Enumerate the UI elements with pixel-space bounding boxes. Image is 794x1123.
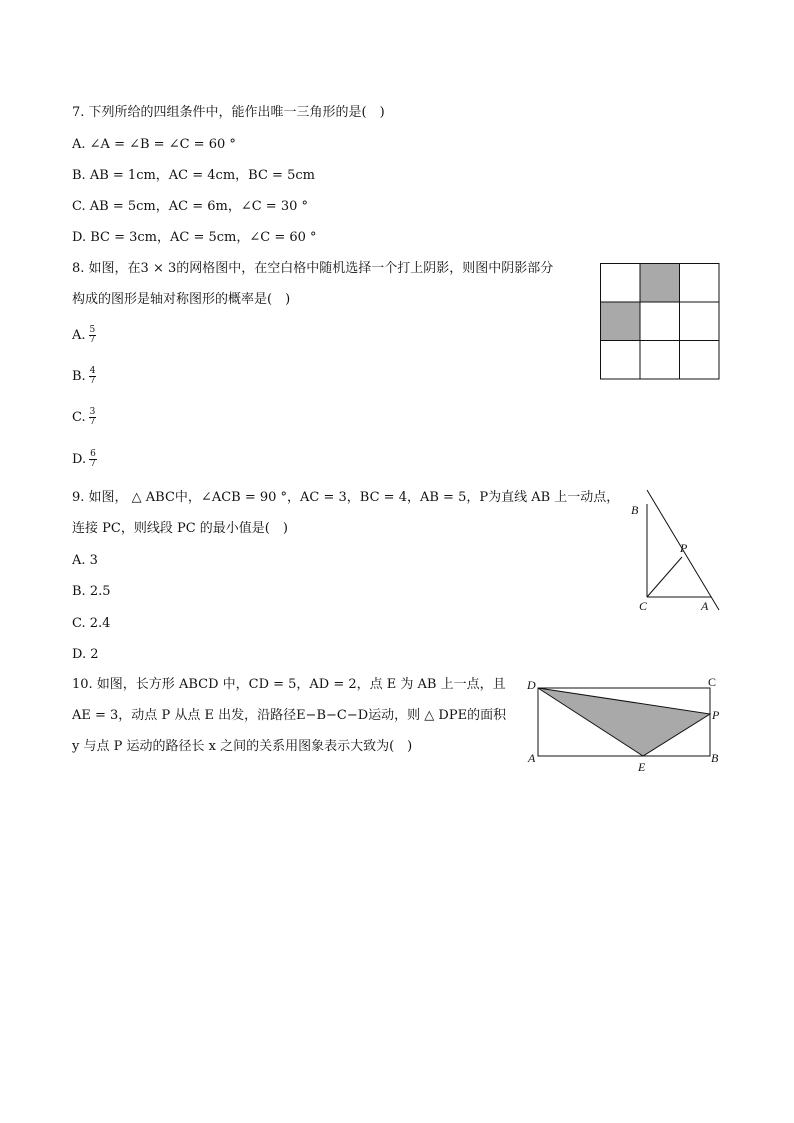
q9-stem-line2: 连接 PC，则线段 PC 的最小值是( ) xyxy=(72,521,288,536)
label-e: E xyxy=(638,760,646,774)
q8-option-c xyxy=(72,408,96,427)
fraction xyxy=(89,408,97,427)
option-letter: B. xyxy=(72,369,86,384)
segment-pc xyxy=(647,557,682,597)
label-c: C xyxy=(708,675,717,689)
q7-option-b: B. AB = 1cm，AC = 4cm，BC = 5cm xyxy=(72,168,315,183)
grid-cell xyxy=(680,341,720,380)
label-p: P xyxy=(680,541,688,555)
q10-stem-line1: 10. 如图，长方形 ABCD 中，CD = 5，AD = 2，点 E 为 AB 上一点，且 xyxy=(72,677,506,692)
fraction-numerator: 5 xyxy=(89,325,96,335)
q7-stem: 7. 下列所给的四组条件中，能作出唯一三角形的是( ) xyxy=(72,105,385,120)
grid-cell xyxy=(680,264,720,303)
q9-option-c: C. 2.4 xyxy=(72,616,111,631)
fraction-denominator: 7 xyxy=(89,376,96,386)
label-d: D xyxy=(527,678,536,692)
q7-option-a: A. ∠A = ∠B = ∠C = 60 ° xyxy=(72,137,236,152)
q9-option-a: A. 3 xyxy=(72,553,98,568)
option-letter: A. xyxy=(72,328,86,343)
fraction-denominator: 7 xyxy=(90,459,96,469)
q9-triangle-figure xyxy=(625,488,725,616)
fraction xyxy=(89,326,97,345)
label-a: A xyxy=(528,751,536,765)
fraction xyxy=(89,367,97,386)
q8-grid-figure xyxy=(598,261,722,382)
label-a: A xyxy=(701,599,709,613)
fraction xyxy=(89,450,97,469)
q8-stem-line1: 8. 如图，在3 × 3的网格图中，在空白格中随机选择一个打上阴影，则图中阴影部分 xyxy=(72,261,554,276)
q9-option-b: B. 2.5 xyxy=(72,584,111,599)
q8-option-d xyxy=(72,450,97,469)
option-letter: C. xyxy=(72,410,86,425)
label-p: P xyxy=(712,708,720,722)
q10-rectangle-figure xyxy=(522,672,728,776)
q10-stem-line2: AE = 3，动点 P 从点 E 出发，沿路径E−B−C−D运动，则 △ DPE的面积 xyxy=(72,708,507,723)
fraction-numerator: 4 xyxy=(89,366,96,376)
q10-stem-line3: y 与点 P 运动的路径长 x 之间的关系用图象表示大致为( ) xyxy=(72,739,413,754)
grid-cell xyxy=(640,302,680,341)
grid-cell xyxy=(601,264,641,303)
fraction-numerator: 6 xyxy=(90,449,96,459)
grid-cell xyxy=(640,341,680,380)
option-letter: D. xyxy=(72,452,87,467)
grid-cell xyxy=(680,302,720,341)
fraction-numerator: 3 xyxy=(89,407,96,417)
q7-option-c: C. AB = 5cm，AC = 6m，∠C = 30 ° xyxy=(72,199,308,214)
q9-option-d: D. 2 xyxy=(72,647,99,662)
fraction-denominator: 7 xyxy=(89,335,96,345)
grid-cell-shaded xyxy=(601,302,641,341)
q9-stem-line1: 9. 如图， △ ABC中，∠ACB = 90 °，AC = 3，BC = 4，AB = 5，P为直线 AB 上一动点， xyxy=(72,490,620,505)
grid-cell xyxy=(601,341,641,380)
q8-stem-line2: 构成的图形是轴对称图形的概率是( ) xyxy=(72,292,291,307)
grid-cell-shaded xyxy=(640,264,680,303)
q7-option-d: D. BC = 3cm，AC = 5cm，∠C = 60 ° xyxy=(72,230,317,245)
label-c: C xyxy=(639,599,648,613)
q8-option-b xyxy=(72,367,96,386)
grid-cells xyxy=(601,264,720,380)
q8-option-a xyxy=(72,326,96,345)
fraction-denominator: 7 xyxy=(89,417,96,427)
label-b: B xyxy=(711,751,719,765)
label-b: B xyxy=(631,503,639,517)
triangle-dpe xyxy=(538,688,710,756)
